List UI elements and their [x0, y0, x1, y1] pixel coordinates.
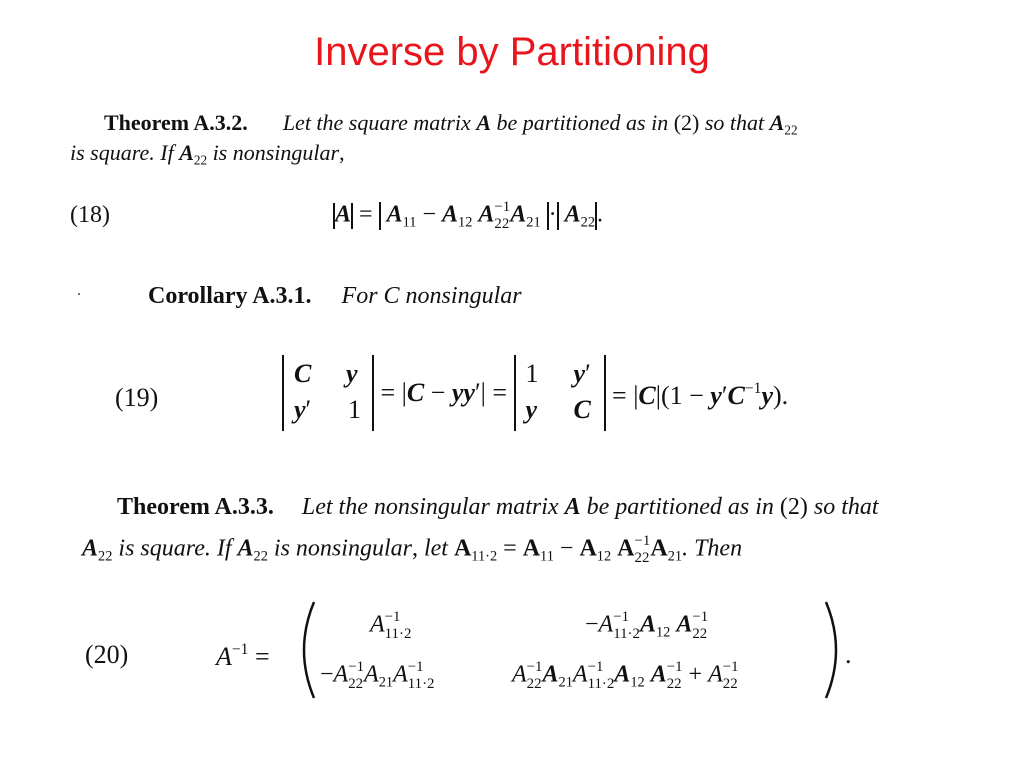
eq20-cell-12: −A −1 11·2 $A_{12}$ A −1 22	[585, 609, 709, 642]
eq20-cell-22: A −1 22 $A_{21}A$ −1 11·2 $A_{12}$ A −1 22 + A −1 22	[512, 659, 739, 692]
corollary-a31-line	[148, 283, 522, 310]
eq20-label: (20)	[85, 640, 129, 669]
theorem-a33-line1: Theorem A.3.3. Let the nonsingular matrix A be partitioned as in (2) so that	[117, 494, 879, 520]
corollary-a31-heading: Corollary A.3.1.	[148, 283, 312, 309]
theorem-a32-heading: Theorem A.3.2.	[104, 110, 248, 135]
eq20-lhs: $A^{-1}$ =	[216, 641, 270, 671]
slide-title: Inverse by Partitioning	[314, 30, 710, 74]
eq20-cell-21: −A −1 22 $A_{21}A$ −1 11·2	[320, 659, 435, 692]
theorem-a32-text1: Let the square matrix A be partitioned as in (2) so that A	[282, 110, 785, 135]
corollary-a31-text: For C nonsingular	[341, 283, 522, 309]
eq18-label: (18)	[70, 202, 110, 228]
theorem-a32-sub1: 22	[784, 122, 798, 138]
theorem-a33-heading: Theorem A.3.3.	[117, 494, 274, 520]
stray-dot	[78, 293, 80, 295]
theorem-a32-line2: is square. If $A_{22}$ is nonsingular,	[70, 140, 345, 168]
eq19: C y y′ 1 = |C − yy′| = 1 y′ y C = $|C|(1 - y'C^{-1}y)$.	[282, 355, 788, 431]
theorem-a32-sub2: 22	[193, 152, 208, 168]
theorem-a33-line2: $A_{22}$ is square. If $A_{22}$ is nonsingular, let $A_{11\cdot 2} = A_{11} - A_{12}$ A −1 22 $A_{21}$. Then	[82, 533, 743, 566]
eq19-label: (19)	[115, 383, 159, 412]
eq20-cell-11: A −1 11·2	[370, 609, 412, 642]
eq20-period: .	[845, 640, 852, 669]
eq18: $A = A_{11} - A_{12}$ A −1 22 $A_{21} \cdot A_{22}$.	[335, 199, 604, 232]
left-paren	[290, 600, 320, 700]
theorem-a32-line1	[104, 110, 798, 139]
